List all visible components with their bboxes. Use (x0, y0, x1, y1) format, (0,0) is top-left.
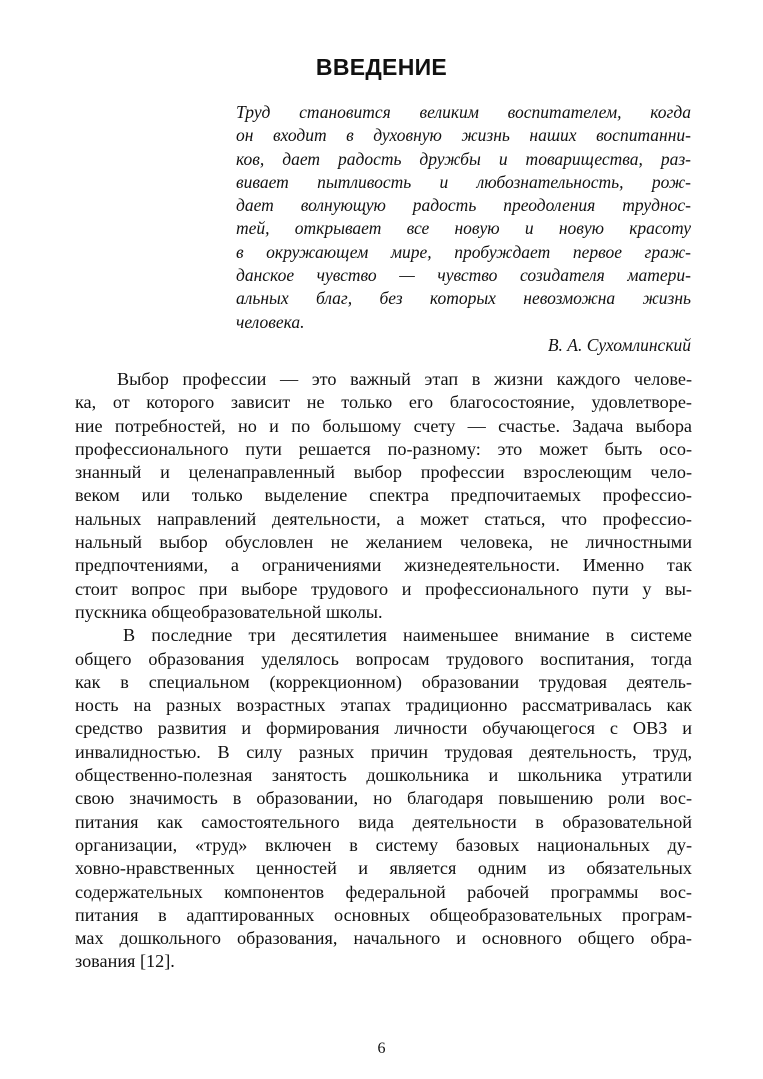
text-line: профессионального пути решается по-разному: это может быть осо- (75, 438, 692, 459)
text-line: нальных направлений деятельности, а может статься, что профессио- (75, 508, 692, 529)
text-line: инвалидностью. В силу разных причин трудовая деятельность, труд, (75, 741, 692, 762)
text-line: организации, «труд» включен в систему базовых национальных ду- (75, 834, 692, 855)
text-line: общего образования уделялось вопросам трудового воспитания, тогда (75, 648, 692, 669)
epigraph-line: Труд становится великим воспитателем, когда (236, 102, 691, 122)
text-line: содержательных компонентов федеральной рабочей программы вос- (75, 881, 692, 902)
text-line: как в специальном (коррекционном) образовании трудовая деятель- (75, 671, 692, 692)
text-line: В последние три десятилетия наименьшее внимание в системе (123, 625, 692, 646)
body-text (75, 368, 692, 974)
text-line: предпочтениями, а ограничениями жизнедеятельности. Именно так (75, 555, 692, 576)
text-line: средство развития и формирования личности обучающегося с ОВЗ и (75, 718, 692, 739)
text-line: нальный выбор обусловлен не желанием человека, не личностными (75, 532, 692, 553)
epigraph-line: он входит в духовную жизнь наших воспитанни- (236, 125, 691, 146)
text-line: Выбор профессии — это важный этап в жизни каждого челове- (117, 369, 692, 389)
epigraph-line: в окружающем мире, пробуждает первое граж- (236, 241, 691, 262)
text-line: знанный и целенаправленный выбор профессии взрослеющим чело- (75, 462, 692, 483)
epigraph-line: человека. (236, 311, 305, 332)
epigraph (236, 101, 691, 357)
epigraph-line: ков, дает радость дружбы и товарищества, раз- (236, 148, 691, 169)
text-line: ность на разных возрастных этапах традиционно рассматривалась как (75, 695, 692, 716)
text-line: ние потребностей, но и по большому счету — счастье. Задача выбора (75, 415, 692, 436)
text-line: мах дошкольного образования, начального и основного общего обра- (75, 928, 692, 949)
paragraph (75, 368, 692, 624)
text-line: пускника общеобразовательной школы. (75, 601, 383, 622)
text-line: общественно-полезная занятость дошкольника и школьника утратили (75, 765, 692, 786)
text-line: свою значимость в образовании, но благодаря повышению роли вос- (75, 788, 692, 809)
text-line: питания как самостоятельного вида деятельности в образовательной (75, 811, 692, 832)
text-line: зования [12]. (75, 951, 175, 972)
epigraph-line: альных благ, без которых невозможна жизнь (236, 288, 691, 309)
epigraph-line: вивает пытливость и любознательность, рож- (236, 171, 691, 192)
epigraph-line: дает волнующую радость преодоления труднос- (236, 195, 691, 216)
text-line: веком или только выделение спектра предпочитаемых профессио- (75, 485, 692, 506)
epigraph-author: В. А. Сухомлинский (547, 334, 691, 355)
epigraph-line: данское чувство — чувство созидателя матери- (236, 265, 691, 286)
page-number: 6 (377, 1040, 386, 1057)
chapter-heading: ВВЕДЕНИЕ (315, 54, 448, 80)
epigraph-line: тей, открывает все новую и новую красоту (236, 218, 691, 239)
text-line: ховно-нравственных ценностей и является одним из обязательных (75, 858, 692, 879)
text-line: стоит вопрос при выборе трудового и профессионального пути у вы- (75, 578, 692, 599)
text-line: питания в адаптированных основных общеобразовательных програм- (75, 904, 692, 925)
paragraph (75, 624, 692, 973)
text-line: ка, от которого зависит не только его благосостояние, удовлетворе- (75, 392, 692, 413)
